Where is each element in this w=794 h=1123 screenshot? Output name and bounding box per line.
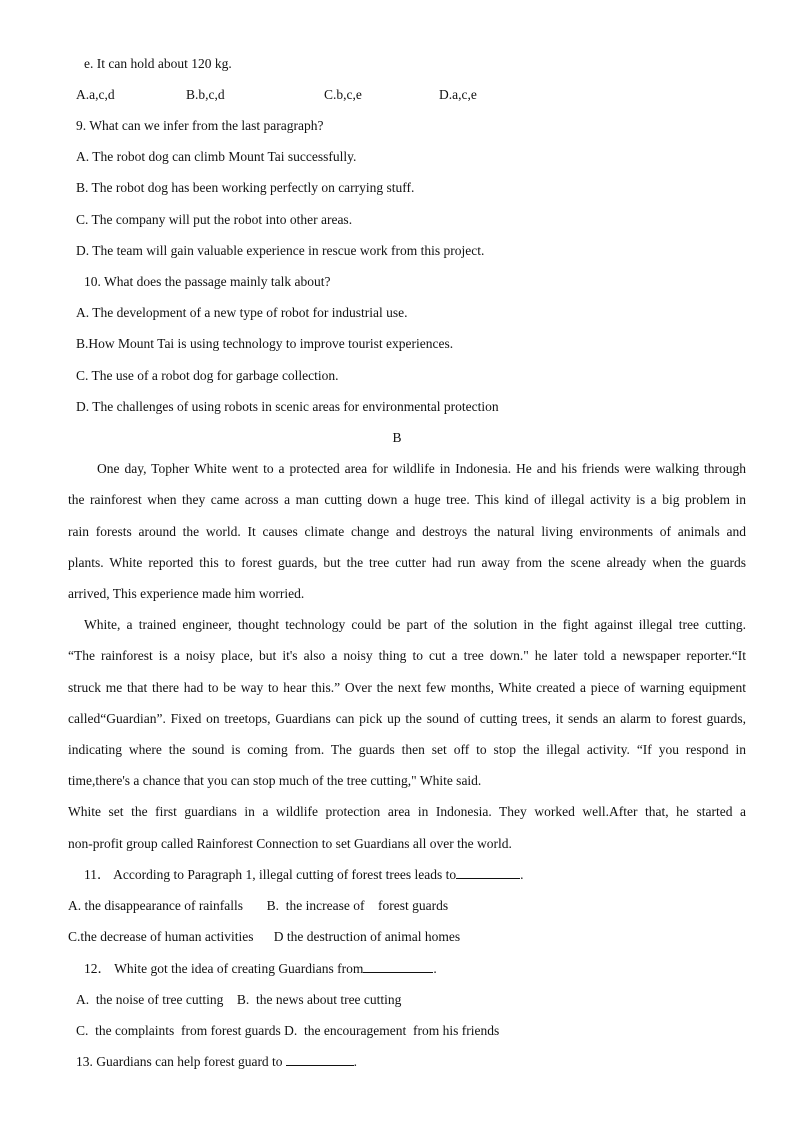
passage-p2-line: struck me that there had to be way to hear this.” Over the next few months, White created a piece of warning equipment: [68, 680, 746, 695]
q12-question-end: .: [433, 961, 437, 976]
passage-heading: B: [392, 430, 402, 445]
passage-p1-line: the rainforest when they came across a man cutting down a huge tree. This kind of illegal activity is a big problem in: [68, 492, 746, 507]
q9-option-c: C. The company will put the robot into other areas.: [76, 212, 353, 227]
q8-choice-b: B.b,c,d: [186, 87, 225, 102]
passage-p3-line: White set the first guardians in a wildlife protection area in Indonesia. They worked well.After that, he started a: [68, 804, 746, 819]
passage-p2-line: called“Guardian”. Fixed on treetops, Guardians can pick up the sound of cutting trees, it sends an alarm to forest guards,: [68, 711, 746, 726]
q11-question-text: 11． According to Paragraph 1, illegal cutting of forest trees leads to: [84, 867, 457, 882]
passage-p2-line: time,there's a chance that you can stop much of the tree cutting," White said.: [68, 773, 482, 788]
passage-p1-line: plants. White reported this to forest guards, but the tree cutter had run away from the scene already when the guards: [68, 555, 746, 570]
q9-question: 9. What can we infer from the last paragraph?: [76, 118, 324, 133]
q9-option-b: B. The robot dog has been working perfectly on carrying stuff.: [76, 180, 415, 195]
passage-p3-line: non-profit group called Rainforest Connection to set Guardians all over the world.: [68, 836, 512, 851]
q11-question: [84, 866, 524, 884]
q13-question-end: .: [353, 1054, 357, 1069]
q10-option-c: C. The use of a robot dog for garbage collection.: [76, 368, 339, 383]
q12-options-row: C. the complaints from forest guards D. the encouragement from his friends: [76, 1023, 500, 1038]
q10-question: 10. What does the passage mainly talk about?: [84, 274, 331, 289]
q8-option-e: e. It can hold about 120 kg.: [84, 56, 232, 71]
q12-question-text: 12． White got the idea of creating Guardians from: [84, 961, 364, 976]
passage-p2-line: “The rainforest is a noisy place, but it's also a noisy thing to cut a tree down." he later told a newspaper reporter.“It: [68, 648, 746, 663]
q12-options-row: A. the noise of tree cutting B. the news about tree cutting: [76, 992, 402, 1007]
q10-option-a: A. The development of a new type of robot for industrial use.: [76, 305, 408, 320]
passage-p2-line: White, a trained engineer, thought technology could be part of the solution in the fight against illegal tree cutting.: [84, 617, 746, 632]
q10-option-d: D. The challenges of using robots in scenic areas for environmental protection: [76, 399, 499, 414]
q11-question-end: .: [520, 867, 524, 882]
q9-option-d: D. The team will gain valuable experience in rescue work from this project.: [76, 243, 485, 258]
passage-p1-line: One day, Topher White went to a protected area for wildlife in Indonesia. He and his friends were walking through: [97, 461, 746, 476]
q11-options-row: C.the decrease of human activities D the destruction of animal homes: [68, 929, 461, 944]
q8-choice-a: A.a,c,d: [76, 87, 115, 102]
passage-p1-line: rain forests around the world. It causes climate change and destroys the natural living environments of animals and: [68, 524, 746, 539]
q13-question: [76, 1053, 357, 1071]
passage-p1-line: arrived, This experience made him worried.: [68, 586, 305, 601]
passage-p2-line: indicating where the sound is coming from. The guards then set off to stop the illegal activity. “If you respond in: [68, 742, 746, 757]
q13-answer-blank[interactable]: [286, 1053, 354, 1066]
q8-choice-d: D.a,c,e: [439, 87, 477, 102]
q8-choice-c: C.b,c,e: [324, 87, 362, 102]
q10-option-b: B.How Mount Tai is using technology to improve tourist experiences.: [76, 336, 454, 351]
q9-option-a: A. The robot dog can climb Mount Tai successfully.: [76, 149, 357, 164]
q12-answer-blank[interactable]: [363, 960, 433, 973]
q12-question: [84, 960, 437, 978]
q11-answer-blank[interactable]: [456, 866, 520, 879]
q11-options-row: A. the disappearance of rainfalls B. the increase of forest guards: [68, 898, 449, 913]
q13-question-text: 13. Guardians can help forest guard to: [76, 1054, 283, 1069]
